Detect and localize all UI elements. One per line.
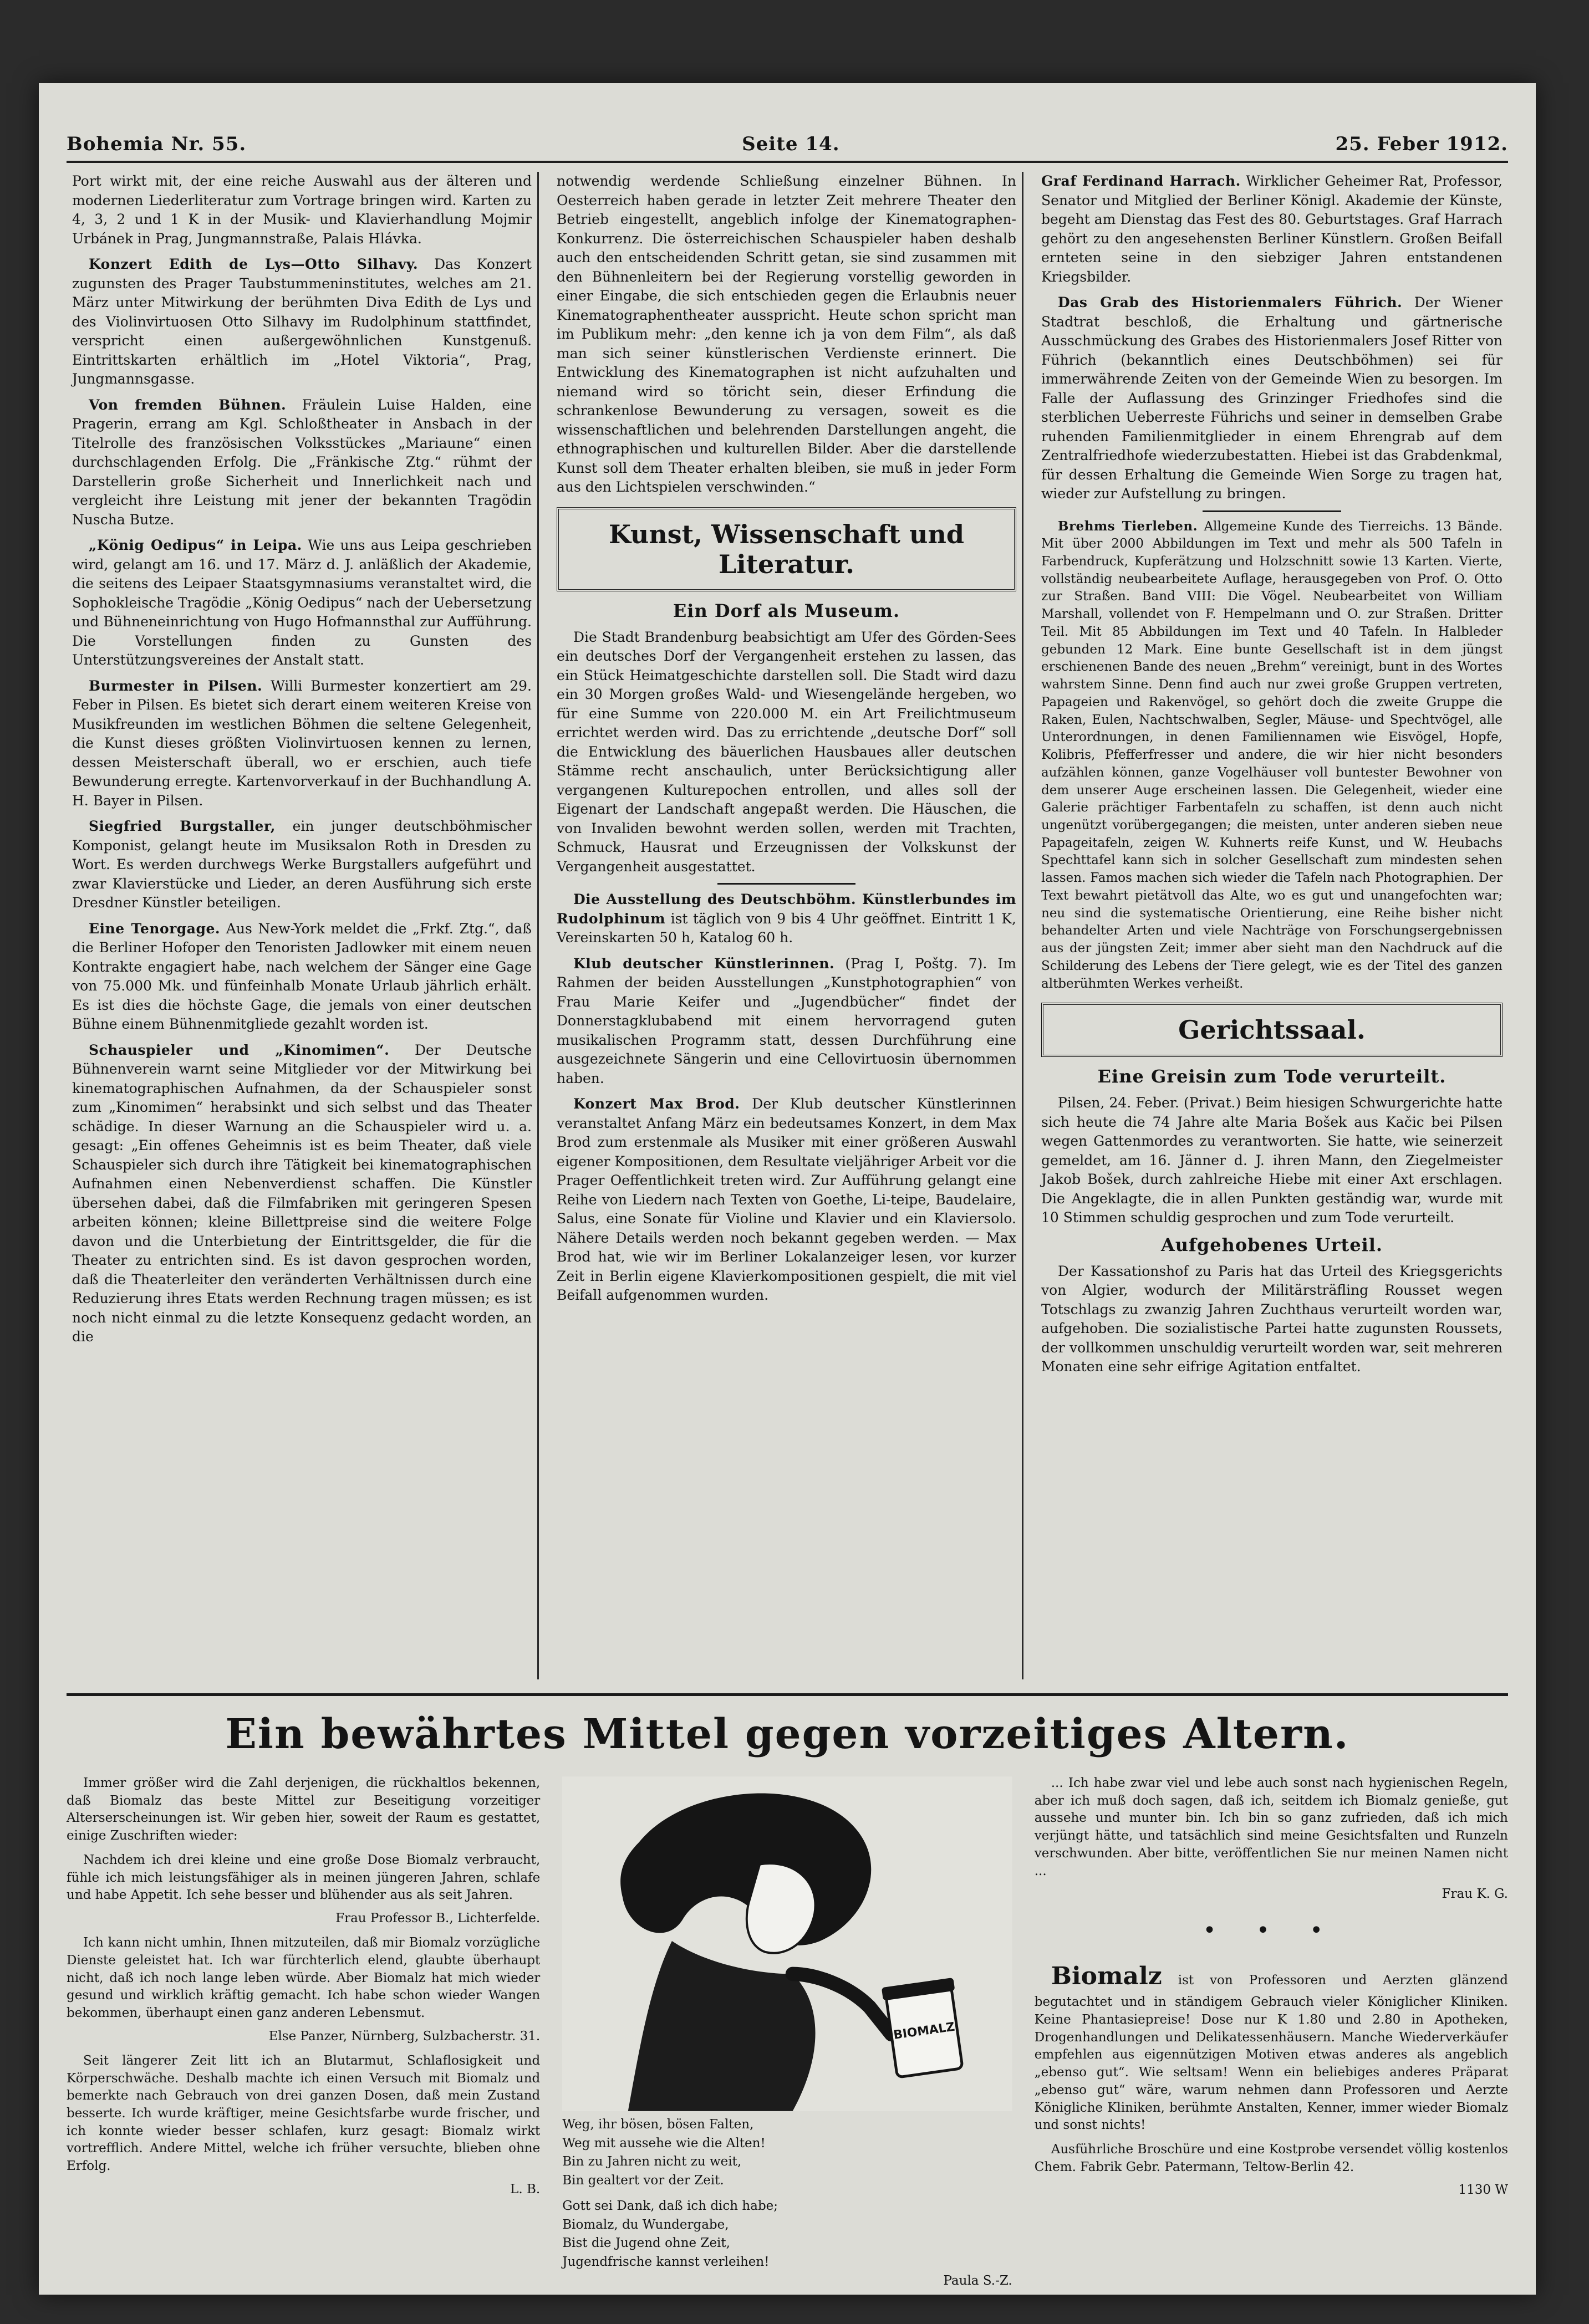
testimonial-signature: Else Panzer, Nürnberg, Sulzbacherstr. 31.	[268, 2029, 541, 2044]
brand-name: Biomalz	[1051, 1962, 1162, 1991]
section-banner-gerichtssaal: Gerichtssaal.	[1041, 1003, 1503, 1057]
article-headline: Ein Dorf als Museum.	[673, 600, 900, 621]
ad-paragraph: Ich kann nicht umhin, Ihnen mitzuteilen, daß mir Biomalz vorzügliche Dienste geleistet hat. Ich war fürchterlich elend, glaubte überhaupt nicht, daß ich noch lange leben würde. Aber Biomalz hat mich wieder gesund und wirklich kräftig gemacht. Ich habe schon wieder Wangen bekommen, überhaupt einen ganz anderen Lebensmut.	[67, 1935, 541, 2021]
article-paragraph	[557, 954, 1016, 1089]
poem-line: Weg mit aussehe wie die Alten!	[562, 2136, 766, 2151]
article-paragraph: Die Stadt Brandenburg beabsichtigt am Ufer des Görden-Sees ein deutsches Dorf der Vergangenheit erstehen zu lassen, das ein Stück Heimatgeschichte darstellen soll. Die Stadt wird dazu ein 30 Morgen großes Wald- und Wiesengelände hergeben, wo für eine Summe von 220.000 M. ein Art Freilichtmuseum errichtet werden wird. Das zu errichtende „deutsche Dorf“ soll die Entwicklung des bäuerlichen Hausbaues aller deutschen Stämme recht anschaulich, unter Berücksichtigung aller vergangenen Kulturepochen entrollen, und alles soll der Eigenart der Landschaft angepaßt werden. Die Häuschen, die von Invaliden bewohnt werden sollen, werden mit Trachten, Schmuck, Hausrat und Erzeugnissen der Volkskunst der Vergangenheit ausgestattet.	[557, 629, 1016, 875]
testimonial-signature: Frau K. G.	[1442, 1887, 1508, 1902]
ad-paragraph: Ausführliche Broschüre und eine Kostprobe versendet völlig kostenlos Chem. Fabrik Gebr. Patermann, Teltow-Berlin 42.	[1034, 2142, 1508, 2174]
column-3	[1036, 172, 1508, 1679]
biomalz-advertisement	[67, 1693, 1508, 2288]
biomalz-jar	[882, 1978, 966, 2078]
column-2	[551, 172, 1023, 1679]
ad-paragraph: ... Ich habe zwar viel und lebe auch sonst nach hygienischen Regeln, aber ich muß doch sagen, daß ich, seitdem ich Biomalz genieße, gut aussehe und munter bin. Ich bin so ganz zufrieden, daß ich mich verjüngt hätte, und tatsächlich sind meine Gesichtsfalten und Runzeln verschwunden. Aber bitte, veröffentlichen Sie nur meinen Namen nicht ...	[1034, 1776, 1508, 1878]
article-paragraph	[72, 255, 532, 389]
article-text: Aus New-York meldet die „Frkf. Ztg.“, daß die Berliner Hofoper den Tenoristen Jadlowker mit einem neuen Kontrakte engagiert habe, nach welchem der Sänger eine Gage von 75.000 Mk. und fünfeinhalb Monate Urlaub jährlich erhält. Es ist dies die höchste Gage, die jemals von einer deutschen Bühne einem Bühnenmitgliede gezahlt worden ist.	[72, 920, 532, 1032]
article-lead: Eine Tenorgage.	[89, 920, 221, 937]
poem-line: Weg, ihr bösen, bösen Falten,	[562, 2117, 754, 2132]
ad-paragraph: Immer größer wird die Zahl derjenigen, die rückhaltlos bekennen, daß Biomalz das beste Mittel zur Beseitigung vorzeitiger Alterserscheinungen ist. Wir geben hier, soweit der Raum es gestattet, einige Zuschriften wieder:	[67, 1776, 541, 1843]
article-paragraph	[72, 817, 532, 913]
article-lead: Graf Ferdinand Harrach.	[1041, 173, 1241, 189]
poem-line: Gott sei Dank, daß ich dich habe;	[562, 2198, 778, 2213]
article-text: Der Klub deutscher Künstlerinnen veranstaltet Anfang März ein bedeutsames Konzert, in dem Max Brod zum erstenmale als Musiker mit einer größeren Auswahl eigener Kompositionen, dem Resultate vieljähriger Arbeit vor die Prager Oeffentlichkeit treten wird. Zur Aufführung gelangt eine Reihe von Liedern nach Texten von Goethe, Li-teipe, Baudelaire, Salus, eine Sonate für Violine und Klavier und ein Klaviersolo. Nähere Details werden noch bekannt gegeben werden. — Max Brod hat, wie wir im Berliner Lokalanzeiger lesen, vor kurzer Zeit in Berlin eigene Klavierkompositionen gespielt, die mit viel Beifall aufgenommen wurden.	[557, 1096, 1016, 1303]
article-text: ein junger deutschböhmischer Komponist, gelangt heute im Musiksalon Roth in Dresden zu Wort. Es werden durchwegs Werke Burgstallers aufgeführt und zwar Klavierstücke und Lieder, an deren Ausführung sich erste Dresdner Künstler beteiligen.	[72, 818, 532, 911]
woman-illustration	[562, 1775, 1012, 2113]
article-lead: „König Oedipus“ in Leipa.	[89, 537, 302, 553]
article-lead: Siegfried Burgstaller,	[89, 818, 276, 834]
ornament-dots: • • •	[1203, 1918, 1340, 1944]
article-paragraph	[72, 1041, 532, 1347]
article-text: (Prag I, Poštg. 7). Im Rahmen der beiden Ausstellungen „Kunstphotographien“ von Frau Marie Keifer und „Jugendbücher“ findet der Donnerstagklubabend mit einem hervorragend guten musikalischen Programm statt, dessen Durchführung eine ausgezeichnete Sängerin und eine Cellovirtuosin übernommen haben.	[557, 955, 1016, 1086]
poem-line: Bin gealtert vor der Zeit.	[562, 2173, 724, 2188]
header-page-number: Seite 14.	[742, 133, 840, 155]
article-paragraph	[557, 1095, 1016, 1305]
article-text: ist täglich von 9 bis 4 Uhr geöffnet. Eintritt 1 K, Vereinskarten 50 h, Katalog 60 h.	[557, 910, 1016, 946]
article-lead: Klub deutscher Künstlerinnen.	[573, 955, 835, 972]
article-lead: Schauspieler und „Kinomimen“.	[89, 1041, 390, 1058]
article-lead: Konzert Max Brod.	[573, 1096, 740, 1112]
article-paragraph: notwendig werdende Schließung einzelner Bühnen. In Oesterreich haben gerade in letzter Zeit mehrere Theater den Betrieb eingestellt, angeblich infolge der Kinematographen-Konkurrenz. Die österreichischen Schauspieler haben deshalb auch den entscheidenden Schritt getan, sie sind zusammen mit den Bühnenleitern bei der Regierung vorstellig geworden in einer Eingabe, die sich entschieden gegen die Erlaubnis neuer Kinematographentheater ausspricht. Heute schon spricht man im Publikum mehr: „den kenne ich ja von dem Film“, als daß man sich seiner künstlerischen Verdienste erinnert. Die Entwicklung des Kinematographen ist nicht aufzuhalten und niemand wird so töricht sein, dieser Erfindung die schrankenlose Bewunderung zu versagen, soweit es die wissenschaftlichen und belehrenden Darstellungen angeht, die ethnographischen und kulturellen Bilder. Aber die darstellende Kunst soll dem Theater erhalten bleiben, sie muß in jeder Form aus den Lichtspielen verschwinden.“	[557, 173, 1016, 495]
testimonial-signature: L. B.	[510, 2182, 541, 2197]
article-lead: Das Grab des Historienmalers Führich.	[1058, 294, 1403, 310]
poem-line: Jugendfrische kannst verleihen!	[562, 2255, 770, 2270]
article-headline: Eine Greisin zum Tode verurteilt.	[1097, 1066, 1447, 1087]
poem-line: Bin zu Jahren nicht zu weit,	[562, 2154, 742, 2169]
newspaper-page	[39, 83, 1536, 2295]
ad-testimonials-left	[67, 1775, 540, 2295]
section-banner-kunst: Kunst, Wissenschaft und Literatur.	[557, 507, 1016, 591]
article-headline: Aufgehobenes Urteil.	[1160, 1234, 1383, 1255]
article-paragraph: Pilsen, 24. Feber. (Privat.) Beim hiesigen Schwurgerichte hatte sich heute die 74 Jahre alte Maria Bošek aus Kačic bei Pilsen wegen Gattenmordes zu verantworten. Sie hatte, wie seinerzeit gemeldet, am 16. Jänner d. J. ihren Mann, den Ziegelmeister Jakob Bošek, durch zahlreiche Hiebe mit einer Axt erschlagen. Die Angeklagte, die in allen Punkten geständig war, wurde mit 10 Stimmen schuldig gesprochen und zum Tode verurteilt.	[1041, 1095, 1503, 1226]
article-paragraph	[72, 396, 532, 530]
ad-paragraph: Nachdem ich drei kleine und eine große Dose Biomalz verbraucht, fühle ich mich leistungsfähiger als in meinen jüngeren Jahren, schlafe und habe Appetit. Ich sehe besser und blühender aus als seit Jahren.	[67, 1852, 541, 1903]
article-paragraph	[557, 890, 1016, 948]
ad-illustration-column	[562, 1775, 1012, 2295]
ad-testimonials-right	[1035, 1775, 1508, 2295]
article-text: Wirklicher Geheimer Rat, Professor, Senator und Mitglied der Berliner Königl. Akademie der Künste, begeht am Dienstag das Fest des 80. Geburtstages. Graf Harrach gehört zu den angesehensten Berliner Künstlern. Großen Beifall ernteten seine in den siebziger Jahren entstandenen Kriegsbilder.	[1041, 173, 1503, 285]
page-header	[67, 127, 1508, 163]
article-paragraph: Der Kassationshof zu Paris hat das Urteil des Kriegsgerichts von Algier, wodurch der Militärsträfling Rousset wegen Totschlags zu zwanzig Jahren Zuchthaus verurteilt worden war, aufgehoben. Die sozialistische Partei hatte zugunsten Roussets, der vollkommen unschuldig verurteilt worden war, seit mehreren Monaten eine sehr eifrige Agitation entfaltet.	[1041, 1263, 1503, 1375]
testimonial-signature: Frau Professor B., Lichterfelde.	[335, 1911, 541, 1926]
article-paragraph	[1041, 293, 1503, 504]
article-text: Willi Burmester konzertiert am 29. Feber in Pilsen. Es bietet sich derart einem weiteren Kreise von Musikfreunden im westlichen Böhmen die seltene Gelegenheit, die Kunst dieses größten Violinvirtuosen kennen zu lernen, dessen Meisterschaft überall, wo er erschien, auch tiefe Bewunderung erregte. Kartenvorverkauf in der Buchhandlung A. H. Bayer in Pilsen.	[72, 677, 532, 809]
poem-signature: Paula S.-Z.	[943, 2273, 1012, 2288]
ad-text: ist von Professoren und Aerzten glänzend begutachtet und in ständigem Gebrauch vieler Königlicher Kliniken. Keine Phantasiepreise! Dose nur K 1.80 und 2.80 in Apotheken, Drogenhandlungen und Delikatessenhäusern. Manche Wiederverkäufer empfehlen aus eigennützigen Motiven etwas anderes als angeblich „ebenso gut“. Wie seltsam! Wenn ein beliebiges anderes Präparat „ebenso gut“ wäre, warum nehmen dann Professoren und Aerzte Königliche Kliniken, berühmte Anstalten, Kenner, immer wieder Biomalz und sonst nichts!	[1034, 1973, 1508, 2133]
article-text: Das Konzert zugunsten des Prager Taubstummeninstitutes, welches am 21. März unter Mitwirkung der berühmten Diva Edith de Lys und des Violinvirtuosen Otto Silhavy im Rudolphinum stattfindet, verspricht einen außergewöhnlichen Kunstgenuß. Eintrittskarten erhältlich im „Hotel Viktoria“, Prag, Jungmannsgasse.	[72, 256, 532, 387]
article-text: Allgemeine Kunde des Tierreichs. 13 Bände. Mit über 2000 Abbildungen im Text und mehr als 500 Tafeln in Farbendruck, Kupferätzung und Holzschnitt sowie 13 Karten. Vierte, vollständig neubearbeitete Auflage, herausgegeben von Prof. O. Otto zur Straßen. Band VIII: Die Vögel. Neubearbeitet von William Marshall, vollendet von F. Hempelmann und O. zur Straßen. Dritter Teil. Mit 85 Abbildungen im Text und 40 Tafeln. In Halbleder gebunden 12 Mark. Eine bunte Gesellschaft ist in dem jüngst erschienenen Bande des neuen „Brehm“ vereinigt, bunt in des Wortes wahrstem Sinne. Denn find auch nur zwei große Gruppen vertreten, Papageien und Rakenvögel, so gehört doch die zweite Gruppe die Raken, Eulen, Nachtschwalben, Segler, Mäuse- und Spechtvögel, alle Unterordnungen, in denen Familiennamen wie Eisvögel, Hopfe, Kolibris, Pfefferfresser und andere, die wir hier nicht besonders aufzählen können, ganze Vogelhäuser voll buntester Bewohner von dem unserer Auge erscheinen lassen. Die Gelegenheit, wieder eine Galerie prächtiger Farbentafeln zu schaffen, ist denn auch nicht ungenützt vorübergegangen; die meisten, unter anderen sieben neue Papageitafeln, zeigen W. Kuhnerts reife Kunst, und W. Heubachs Spechttafel kann sich in solcher Gesellschaft zum mindesten sehen lassen. Famos machen sich wieder die Tafeln nach Photographien. Der Text bewahrt pietätvoll das Alte, wo es gut und unangefochten war; neu sind die systematische Orientierung, eine Reihe bisher nicht behandelter Arten und viele Nachträge von Forschungsergebnissen aus der jüngsten Zeit; immer aber sieht man den Nachdruck auf die Schilderung des Lebens der Tiere gelegt, wie es der Titel des ganzen altberühmten Werkes verheißt.	[1041, 519, 1503, 991]
article-text: Der Wiener Stadtrat beschloß, die Erhaltung und gärtnerische Ausschmückung des Grabes des Historienmalers Josef Ritter von Führich (bekanntlich eines Deutschböhmen) sei für immerwährende Zeiten von der Gemeinde Wien zu besorgen. Im Falle der Auflassung des Grinzinger Friedhofes sind die sterblichen Ueberreste Führichs und seiner in demselben Grabe ruhenden Familienmitglieder in einem Ehrengrab auf dem Zentralfriedhofe wiederzubestatten. Hiebei ist das Grabdenkmal, für dessen Erhaltung die Gemeinde Wien Sorge zu tragen hat, wieder zur Aufstellung zu bringen.	[1041, 294, 1503, 502]
article-lead: Brehms Tierleben.	[1058, 518, 1198, 534]
article-lead: Konzert Edith de Lys—Otto Silhavy.	[89, 256, 419, 272]
article-columns	[67, 172, 1508, 1679]
article-lead: Burmester in Pilsen.	[89, 677, 263, 694]
ad-headline: Ein bewährtes Mittel gegen vorzeitiges Altern.	[225, 1710, 1349, 1758]
ad-paragraph	[1035, 1960, 1508, 2134]
article-paragraph: Port wirkt mit, der eine reiche Auswahl aus der älteren und modernen Liederliteratur zum Vortrage bringen wird. Karten zu 4, 3, 2 und 1 K in der Musik- und Klavierhandlung Mojmir Urbánek in Prag, Jungmannstraße, Palais Hlávka.	[72, 173, 532, 247]
poem-line: Bist die Jugend ohne Zeit,	[562, 2236, 730, 2251]
header-publication: Bohemia Nr. 55.	[67, 133, 247, 155]
article-paragraph	[1041, 172, 1503, 287]
jar-label: BIOMALZ	[893, 2020, 956, 2042]
ad-body	[67, 1775, 1508, 2295]
article-paragraph	[72, 920, 532, 1034]
divider	[1203, 510, 1341, 512]
article-lead: Die Ausstellung des Deutschböhm. Künstlerbundes im Rudolphinum	[557, 891, 1016, 927]
article-lead: Von fremden Bühnen.	[89, 396, 287, 413]
column-1	[67, 172, 539, 1679]
article-paragraph	[72, 536, 532, 670]
ad-poem	[562, 2116, 1012, 2288]
article-paragraph	[1041, 518, 1503, 993]
article-text: Fräulein Luise Halden, eine Pragerin, errang am Kgl. Schloßtheater in Ansbach in der Titelrolle des französischen Volksstückes „Mariaune“ einen durchschlagenden Erfolg. Die „Fränkische Ztg.“ rühmt der Darstellerin große Sicherheit und Innerlichkeit nach und vergleicht ihre Leistung mit jener der bekannten Tragödin Nuscha Butze.	[72, 396, 532, 528]
ad-paragraph: Seit längerer Zeit litt ich an Blutarmut, Schlaflosigkeit und Körperschwäche. Deshalb machte ich einen Versuch mit Biomalz und bemerkte nach Gebrauch von drei ganzen Dosen, daß mein Zustand besserte. Ich wurde kräftiger, meine Gesichtsfarbe wurde frischer, und ich konnte wieder besser schlafen, kurz gesagt: Biomalz wirkt vortrefflich. Andere Mittel, welche ich früher versuchte, blieben ohne Erfolg.	[67, 2053, 541, 2174]
article-text: Der Deutsche Bühnenverein warnt seine Mitglieder vor der Mitwirkung bei kinematographischen Aufnahmen, da der Schauspieler sonst zum „Kinomimen“ herabsinkt und sich selbst und das Theater schädige. In dieser Warnung an die Schauspieler wird u. a. gesagt: „Ein offenes Geheimnis ist es beim Theater, daß viele Schauspieler sich durch ihre Tätigkeit bei kinematographischen Aufnahmen einen Nebenverdienst schaffen. Die Künstler übersehen dabei, daß die Filmfabriken mit geringeren Spesen arbeiten können; kleine Billettpreise sind die weitere Folge davon und die Unterbietung der Eintrittsgelder, die für die Theater zu entrichten sind. Es ist davon gesprochen worden, daß die Theaterleiter den veränderten Verhältnissen durch eine Reduzierung ihres Etats werden Rechnung tragen müssen; es ist noch nicht einmal zu die letzte Konsequenz gedacht worden, an die	[72, 1041, 532, 1345]
divider	[717, 883, 855, 885]
ad-code: 1130 W	[1458, 2183, 1508, 2198]
poem-line: Biomalz, du Wundergabe,	[562, 2217, 729, 2232]
header-date: 25. Feber 1912.	[1335, 133, 1508, 155]
article-paragraph	[72, 677, 532, 811]
article-text: Wie uns aus Leipa geschrieben wird, gelangt am 16. und 17. März d. J. anläßlich der Akademie, die seitens des Leipaer Staatsgymnasiums veranstaltet wird, die Sophokleische Tragödie „König Oedipus“ nach der Uebersetzung und Bühneneinrichtung von Hugo Hofmannsthal zur Aufführung. Die Vorstellungen finden zu Gunsten des Unterstützungsvereines der Anstalt statt.	[72, 537, 532, 668]
